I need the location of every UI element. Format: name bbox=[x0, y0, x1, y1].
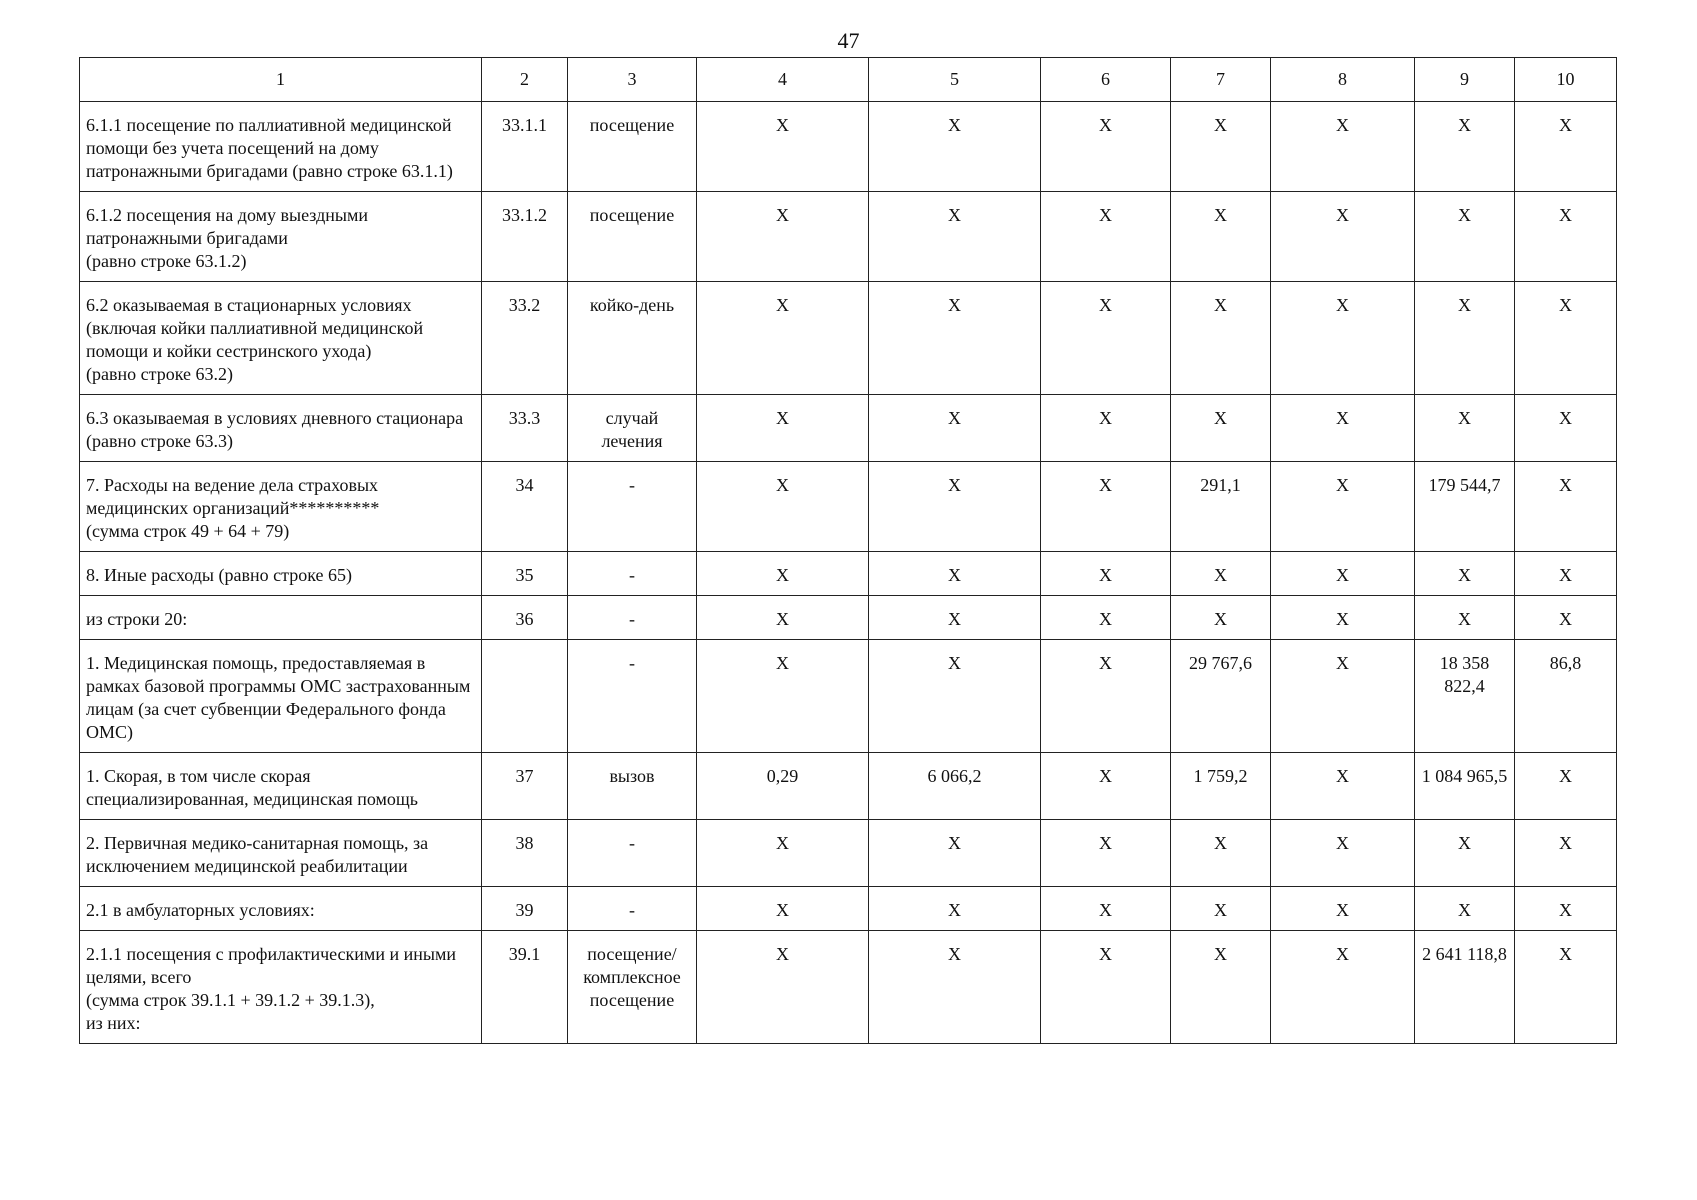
table-cell: X bbox=[697, 596, 869, 640]
table-cell: 35 bbox=[482, 552, 568, 596]
row-label-cell: 2.1 в амбулаторных условиях: bbox=[80, 887, 482, 931]
column-header: 8 bbox=[1271, 58, 1415, 102]
table-row bbox=[80, 102, 1617, 192]
page-number: 47 bbox=[837, 28, 860, 53]
table-cell: 2 641 118,8 bbox=[1415, 931, 1515, 1044]
column-header: 2 bbox=[482, 58, 568, 102]
table-cell: X bbox=[1041, 820, 1171, 887]
table-cell: 29 767,6 bbox=[1171, 640, 1271, 753]
table-cell: X bbox=[869, 462, 1041, 552]
table-row bbox=[80, 552, 1617, 596]
table-cell: 37 bbox=[482, 753, 568, 820]
table-cell: X bbox=[1271, 102, 1415, 192]
header-row bbox=[80, 58, 1617, 102]
column-header: 7 bbox=[1171, 58, 1271, 102]
table-cell: X bbox=[1415, 282, 1515, 395]
table-cell: X bbox=[1271, 462, 1415, 552]
table-cell: X bbox=[869, 931, 1041, 1044]
table-cell: X bbox=[1041, 552, 1171, 596]
table-cell: 86,8 bbox=[1515, 640, 1617, 753]
table-row bbox=[80, 192, 1617, 282]
table-cell: X bbox=[1041, 753, 1171, 820]
table-cell: X bbox=[1041, 462, 1171, 552]
table-cell: - bbox=[568, 887, 697, 931]
table-cell: X bbox=[1515, 102, 1617, 192]
table-body bbox=[80, 102, 1617, 1044]
table-cell: X bbox=[1271, 640, 1415, 753]
table-cell: 33.1.1 bbox=[482, 102, 568, 192]
table-cell: X bbox=[1171, 887, 1271, 931]
table-cell: - bbox=[568, 462, 697, 552]
row-label-cell: 1. Медицинская помощь, предоставляемая в рамках базовой программы ОМС застрахованным лицам (за счет субвенции Федерального фонда ОМС) bbox=[80, 640, 482, 753]
table-cell: 18 358 822,4 bbox=[1415, 640, 1515, 753]
table-row bbox=[80, 395, 1617, 462]
table-cell: 39.1 bbox=[482, 931, 568, 1044]
table-cell: X bbox=[1271, 753, 1415, 820]
table-cell: X bbox=[869, 640, 1041, 753]
table-cell: случай лечения bbox=[568, 395, 697, 462]
row-label-cell: 6.2 оказываемая в стационарных условиях (включая койки паллиативной медицинской помощи и койки сестринского ухода) (равно строке 63.2) bbox=[80, 282, 482, 395]
table-row bbox=[80, 820, 1617, 887]
row-label-cell: 2. Первичная медико-санитарная помощь, за исключением медицинской реабилитации bbox=[80, 820, 482, 887]
table-row bbox=[80, 282, 1617, 395]
row-label-cell: 7. Расходы на ведение дела страховых медицинских организаций********** (сумма строк 49 + 64 + 79) bbox=[80, 462, 482, 552]
table-cell: X bbox=[1271, 931, 1415, 1044]
table-cell: X bbox=[1515, 395, 1617, 462]
table-cell: 39 bbox=[482, 887, 568, 931]
row-label-cell: 1. Скорая, в том числе скорая специализированная, медицинская помощь bbox=[80, 753, 482, 820]
row-label-cell: из строки 20: bbox=[80, 596, 482, 640]
column-header: 4 bbox=[697, 58, 869, 102]
table-row bbox=[80, 596, 1617, 640]
table-cell: X bbox=[697, 282, 869, 395]
table-cell: X bbox=[1271, 552, 1415, 596]
table-cell: X bbox=[1171, 282, 1271, 395]
table-cell: X bbox=[1415, 552, 1515, 596]
table-cell: 179 544,7 bbox=[1415, 462, 1515, 552]
column-header: 3 bbox=[568, 58, 697, 102]
table-cell: 33.3 bbox=[482, 395, 568, 462]
table-cell: 34 bbox=[482, 462, 568, 552]
table-cell: X bbox=[869, 887, 1041, 931]
table-cell: 38 bbox=[482, 820, 568, 887]
table-cell: X bbox=[1171, 552, 1271, 596]
table-cell: - bbox=[568, 596, 697, 640]
table-cell: X bbox=[1515, 192, 1617, 282]
table-cell: X bbox=[1515, 887, 1617, 931]
column-header: 10 bbox=[1515, 58, 1617, 102]
table-cell: X bbox=[697, 395, 869, 462]
table-cell bbox=[482, 640, 568, 753]
table-cell: X bbox=[869, 596, 1041, 640]
table-cell: X bbox=[869, 820, 1041, 887]
table-cell: X bbox=[1041, 282, 1171, 395]
column-header: 5 bbox=[869, 58, 1041, 102]
table-cell: X bbox=[1515, 462, 1617, 552]
table-cell: X bbox=[1271, 192, 1415, 282]
table-cell: 36 bbox=[482, 596, 568, 640]
table-cell: X bbox=[1041, 596, 1171, 640]
table-cell: X bbox=[869, 552, 1041, 596]
table-cell: X bbox=[1171, 395, 1271, 462]
table-cell: X bbox=[697, 640, 869, 753]
column-header: 1 bbox=[80, 58, 482, 102]
table-cell: X bbox=[697, 931, 869, 1044]
table-cell: X bbox=[1271, 596, 1415, 640]
table-cell: X bbox=[1041, 395, 1171, 462]
column-header: 6 bbox=[1041, 58, 1171, 102]
row-label-cell: 2.1.1 посещения с профилактическими и иными целями, всего (сумма строк 39.1.1 + 39.1.2 + 39.1.3), из них: bbox=[80, 931, 482, 1044]
table-cell: X bbox=[1271, 887, 1415, 931]
table-cell: X bbox=[697, 102, 869, 192]
table-cell: 1 084 965,5 bbox=[1415, 753, 1515, 820]
row-label-cell: 6.1.1 посещение по паллиативной медицинской помощи без учета посещений на дому патронажными бригадами (равно строке 63.1.1) bbox=[80, 102, 482, 192]
table-cell: X bbox=[1415, 887, 1515, 931]
table-cell: X bbox=[1041, 887, 1171, 931]
table-cell: - bbox=[568, 552, 697, 596]
table-cell: X bbox=[1271, 282, 1415, 395]
table-cell: X bbox=[1515, 753, 1617, 820]
table-cell: 0,29 bbox=[697, 753, 869, 820]
table-cell: X bbox=[1415, 192, 1515, 282]
table-cell: X bbox=[697, 552, 869, 596]
table-row bbox=[80, 640, 1617, 753]
table-row bbox=[80, 753, 1617, 820]
table-cell: X bbox=[1041, 192, 1171, 282]
table-cell: X bbox=[1171, 192, 1271, 282]
table-row bbox=[80, 931, 1617, 1044]
table-cell: X bbox=[697, 820, 869, 887]
row-label-cell: 6.3 оказываемая в условиях дневного стационара (равно строке 63.3) bbox=[80, 395, 482, 462]
data-table bbox=[79, 57, 1617, 1044]
table-cell: X bbox=[1415, 820, 1515, 887]
table-cell: X bbox=[1271, 820, 1415, 887]
table-cell: X bbox=[1415, 596, 1515, 640]
table-cell: 1 759,2 bbox=[1171, 753, 1271, 820]
table-cell: X bbox=[869, 192, 1041, 282]
table-cell: X bbox=[1515, 596, 1617, 640]
table-cell: X bbox=[1515, 820, 1617, 887]
table-cell: вызов bbox=[568, 753, 697, 820]
table-cell: X bbox=[1171, 596, 1271, 640]
table-cell: X bbox=[697, 192, 869, 282]
table-cell: X bbox=[1041, 640, 1171, 753]
table-cell: 33.1.2 bbox=[482, 192, 568, 282]
table-cell: X bbox=[1415, 395, 1515, 462]
table-row bbox=[80, 887, 1617, 931]
table-cell: X bbox=[1171, 820, 1271, 887]
table-cell: X bbox=[1515, 931, 1617, 1044]
table-row bbox=[80, 462, 1617, 552]
table-cell: посещение bbox=[568, 192, 697, 282]
table-cell: 6 066,2 bbox=[869, 753, 1041, 820]
table-cell: койко-день bbox=[568, 282, 697, 395]
table-cell: X bbox=[1271, 395, 1415, 462]
table-cell: X bbox=[1041, 102, 1171, 192]
table-cell: X bbox=[1041, 931, 1171, 1044]
row-label-cell: 6.1.2 посещения на дому выездными патронажными бригадами (равно строке 63.1.2) bbox=[80, 192, 482, 282]
table-cell: - bbox=[568, 640, 697, 753]
table-cell: посещение bbox=[568, 102, 697, 192]
table-cell: X bbox=[697, 887, 869, 931]
table-cell: X bbox=[1171, 931, 1271, 1044]
table-cell: - bbox=[568, 820, 697, 887]
table-cell: X bbox=[1415, 102, 1515, 192]
table-cell: X bbox=[1515, 282, 1617, 395]
column-header: 9 bbox=[1415, 58, 1515, 102]
table-cell: X bbox=[1515, 552, 1617, 596]
row-label-cell: 8. Иные расходы (равно строке 65) bbox=[80, 552, 482, 596]
table-cell: 291,1 bbox=[1171, 462, 1271, 552]
table-cell: 33.2 bbox=[482, 282, 568, 395]
table-cell: посещение/ комплексное посещение bbox=[568, 931, 697, 1044]
table-cell: X bbox=[1171, 102, 1271, 192]
table-cell: X bbox=[869, 282, 1041, 395]
table-cell: X bbox=[869, 395, 1041, 462]
table-cell: X bbox=[869, 102, 1041, 192]
table-cell: X bbox=[697, 462, 869, 552]
